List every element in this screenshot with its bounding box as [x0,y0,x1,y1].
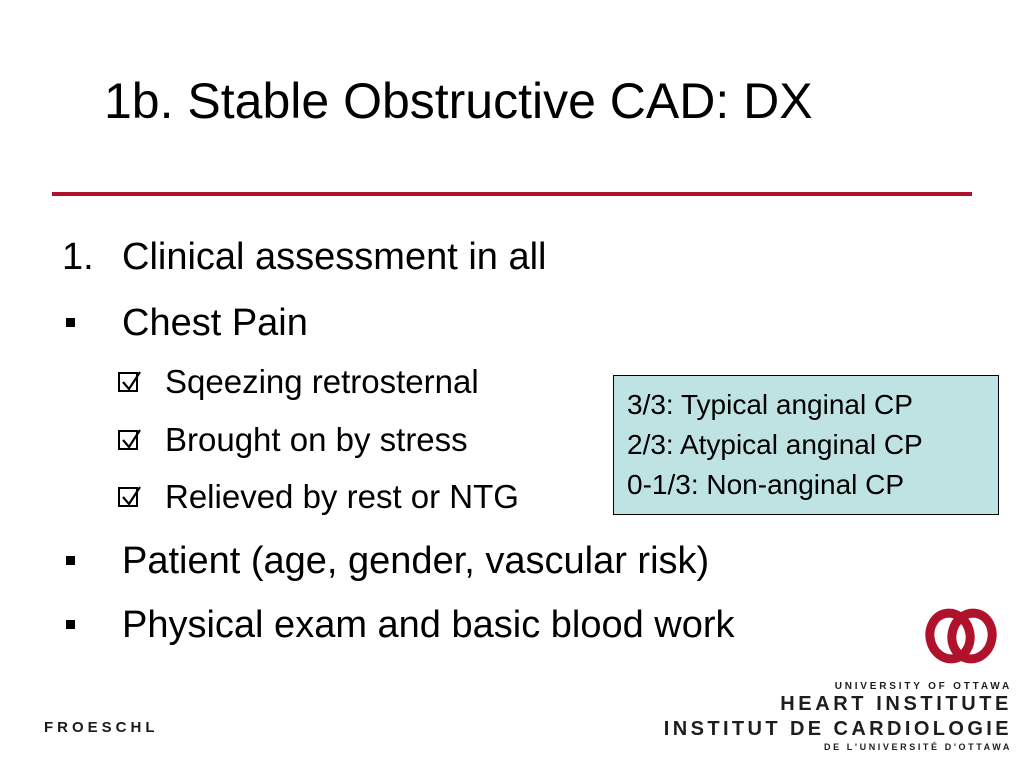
item-number: 1. [62,236,94,278]
bullet-text: Chest Pain [122,302,308,344]
checklist-text: Relieved by rest or NTG [165,478,519,515]
callout-line-atypical: 2/3: Atypical anginal CP [627,429,923,460]
title-divider [52,192,972,196]
checkbox-checked-icon [118,487,138,507]
logo-universite-line: DE L'UNIVERSITÉ D'OTTAWA [823,742,1012,752]
logo-university-line: UNIVERSITY OF OTTAWA [834,681,1012,692]
checklist-text: Sqeezing retrosternal [165,363,479,400]
callout-line-typical: 3/3: Typical anginal CP [627,389,913,420]
item-text: Clinical assessment in all [122,236,547,278]
square-bullet-icon [66,318,75,327]
footer-author: FROESCHL [44,719,159,736]
slide-title: 1b. Stable Obstructive CAD: DX [104,73,813,129]
checkbox-checked-icon [118,430,138,450]
angina-classification-callout [613,375,999,515]
square-bullet-icon [66,556,75,565]
callout-line-non-anginal: 0-1/3: Non-anginal CP [627,469,905,500]
checklist-text: Brought on by stress [165,421,468,458]
bullet-text: Physical exam and basic blood work [122,604,735,646]
bullet-text: Patient (age, gender, vascular risk) [122,540,710,582]
heart-institute-rings-icon [920,604,1002,666]
logo-heart-institute: HEART INSTITUTE [780,693,1012,715]
logo-institut-de-cardiologie: INSTITUT DE CARDIOLOGIE [663,718,1012,740]
square-bullet-icon [66,620,75,629]
checkbox-checked-icon [118,372,138,392]
